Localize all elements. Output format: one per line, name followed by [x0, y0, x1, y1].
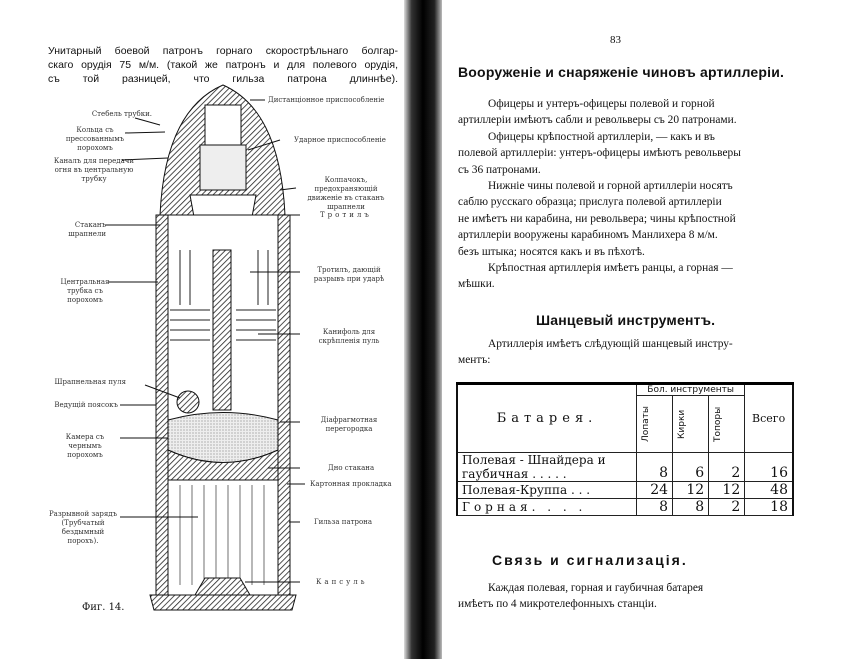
cell-shovels: 24 — [637, 482, 673, 499]
page-number: 83 — [610, 34, 621, 46]
text-line: Офицеры крѣпостной артиллеріи, — какъ и въ — [488, 130, 715, 143]
cell-total: 18 — [745, 499, 793, 516]
text-line: съ 36 патронами. — [458, 163, 541, 176]
text-line: артиллеріи вооружены карабиномъ Манлихера 8 м/м. — [458, 229, 718, 242]
table-row — [457, 499, 793, 516]
label-tnt-impact: Тротилъ, дающій разрывъ при ударѣ — [313, 266, 385, 283]
cell-axes: 2 — [709, 453, 745, 482]
label-time-fuze: Дистанціонное приспособленіе — [268, 96, 385, 104]
label-fuze-stem: Стебель трубки. — [91, 110, 152, 118]
text-line: имѣетъ по 4 микротелефонныхъ станціи. — [458, 598, 657, 611]
book-gutter — [404, 0, 442, 659]
header-text: Лопаты — [641, 405, 651, 443]
header-battery: Батарея. — [457, 384, 637, 453]
label-cardboard: Картонная прокладка — [310, 480, 392, 488]
paragraph-officers — [458, 96, 800, 293]
heading-armament: Вооруженіе и снаряженіе чиновъ артиллеріи. — [458, 64, 785, 80]
label-propellant-charge: Разрывной зарядъ (Трубчатый бездымный порохъ). — [48, 510, 118, 545]
paragraph-tools-intro — [458, 336, 800, 369]
row-name: Горная. . . . — [457, 499, 637, 516]
header-total: Всего — [745, 384, 793, 453]
text-line: не имѣетъ ни карабина, ни револьвера; чины крѣпостной — [458, 212, 736, 225]
heading-communications: Связь и сигнализація. — [492, 552, 688, 568]
text-line: мѣшки. — [458, 278, 495, 291]
label-driving-band: Ведущій поясокъ — [54, 401, 118, 409]
tools-table — [456, 382, 794, 516]
table-row — [457, 482, 793, 499]
header-tool-group: Бол. инструменты — [637, 384, 745, 396]
table-row — [457, 453, 793, 482]
text-line: Артиллерія имѣетъ слѣдующій шанцевый инстру- — [488, 338, 733, 350]
header-shovels — [637, 396, 673, 453]
label-shrapnel-case: Стаканъ шрапнели — [68, 221, 106, 238]
cell-picks: 8 — [673, 499, 709, 516]
text-line: саблю русскаго образца; прислуга полевой артиллеріи — [458, 196, 722, 209]
cell-shovels: 8 — [637, 453, 673, 482]
label-powder-rings: Кольца съ прессованнымъ порохомъ — [65, 126, 125, 152]
text-line: Офицеры и унтеръ-офицеры полевой и горной — [488, 98, 715, 110]
label-cap: Колпачокъ, предохраняющій движеніе въ стаканъ шрапнели — [307, 176, 385, 211]
header-text: Кирки — [677, 409, 688, 439]
label-tnt: Тротилъ — [320, 211, 372, 219]
text-line: полевой артиллеріи: унтеръ-офицеры имѣютъ револьверы — [458, 147, 741, 160]
header-text: Топоры — [713, 406, 724, 442]
label-diaphragm: Діафрагмотная перегородка — [320, 416, 378, 433]
cell-total: 48 — [745, 482, 793, 499]
row-name-line: гаубичная . . . . . — [462, 467, 567, 481]
cell-axes: 2 — [709, 499, 745, 516]
label-fire-channel: Каналъ для передачи огня въ центральную трубку — [53, 157, 135, 183]
label-cartridge-case: Гильза патрона — [314, 518, 373, 526]
caption-line: съ той разницей, что гильза патрона длиннѣе). — [48, 73, 398, 85]
cell-picks: 12 — [673, 482, 709, 499]
caption-line: Унитарный боевой патронъ горнаго скорострѣльнаго болгар- — [48, 45, 398, 57]
figure-caption — [48, 44, 398, 86]
heading-entrenching-tools: Шанцевый инструментъ. — [536, 312, 716, 328]
label-central-tube: Центральная трубка съ порохомъ — [60, 278, 110, 304]
label-black-powder-chamber: Камера съ чернымъ порохомъ — [65, 433, 105, 459]
label-impact-fuze: Ударное приспособленіе — [294, 136, 386, 144]
cell-shovels: 8 — [637, 499, 673, 516]
row-name: Полевая-Круппа . . . — [457, 482, 637, 499]
row-name — [457, 453, 637, 482]
paragraph-communications — [458, 580, 800, 613]
figure-label: Фиг. 14. — [82, 602, 125, 613]
cell-total: 16 — [745, 453, 793, 482]
cell-axes: 12 — [709, 482, 745, 499]
caption-line: скаго орудія 75 м/м. (такой же патронъ и для полевого орудія, — [48, 59, 398, 71]
header-picks — [673, 396, 709, 453]
header-axes — [709, 396, 745, 453]
label-case-bottom: Дно стакана — [328, 464, 375, 472]
text-line: Нижніе чины полевой и горной артиллеріи носятъ — [488, 180, 733, 193]
row-name-line: Полевая - Шнайдера и — [462, 453, 606, 467]
text-line: Каждая полевая, горная и гаубичная батарея — [488, 582, 704, 594]
text-line: ментъ: — [458, 354, 491, 367]
text-line: артиллеріи имѣютъ сабли и револьверы съ 20 патронами. — [458, 114, 737, 127]
label-primer: Капсуль — [316, 578, 368, 586]
label-rosin: Канифоль для скрѣпленія пуль — [318, 328, 380, 345]
text-line: Крѣпостная артиллерія имѣетъ ранцы, а горная — — [488, 262, 733, 275]
label-shrapnel-ball: Шрапнельная пуля — [54, 378, 126, 386]
text-line: безъ штыка; носятся какъ и въ пѣхотѣ. — [458, 245, 645, 258]
cell-picks: 6 — [673, 453, 709, 482]
